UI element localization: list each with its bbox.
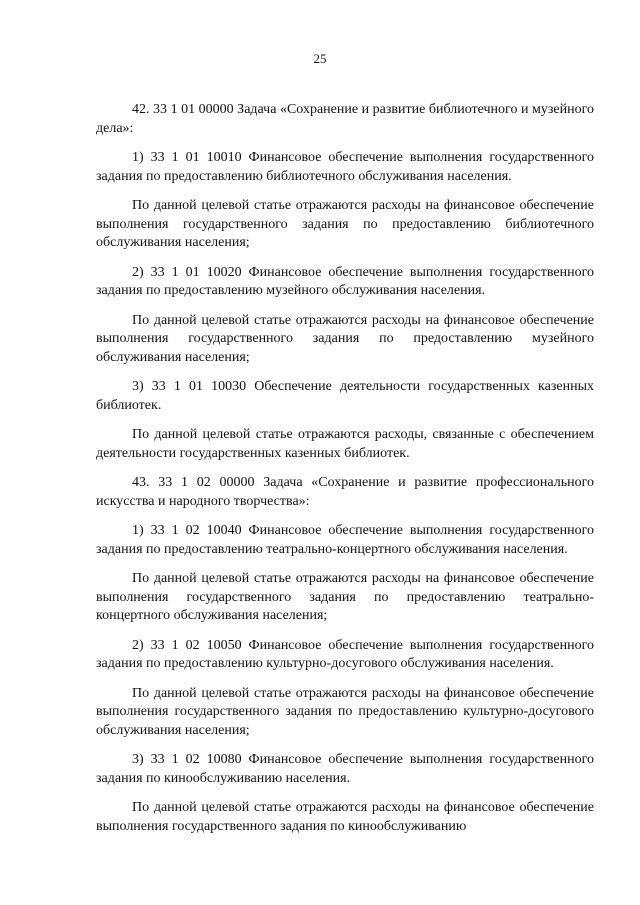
task-heading-43: 43. 33 1 02 00000 Задача «Сохранение и развитие профессионального искусства и народного творчества»:: [96, 475, 594, 509]
page-number: 25: [313, 51, 327, 66]
item-33-1-02-10050: 2) 33 1 02 10050 Финансовое обеспечение выполнения государственного задания по предоставлению культурно-досугового обслуживания населения.: [96, 637, 594, 671]
item-33-1-02-10080: 3) 33 1 02 10080 Финансовое обеспечение выполнения государственного задания по кинообслуживанию населения.: [96, 752, 594, 786]
item-33-1-01-10030: 3) 33 1 01 10030 Обеспечение деятельности государственных казенных библиотек.: [96, 379, 594, 413]
item-description: По данной целевой статье отражаются расходы на финансовое обеспечение выполнения государственного задания по предоставлению музейного обслуживания населения;: [96, 312, 594, 365]
item-description: По данной целевой статье отражаются расходы на финансовое обеспечение выполнения государственного задания по предоставлению библиотечного обслуживания населения;: [96, 198, 594, 250]
item-33-1-01-10020: 2) 33 1 01 10020 Финансовое обеспечение выполнения государственного задания по предоставлению музейного обслуживания населения.: [96, 264, 594, 298]
task-heading-42: 42. 33 1 01 00000 Задача «Сохранение и развитие библиотечного и музейного дела»:: [96, 102, 594, 136]
item-description: По данной целевой статье отражаются расходы на финансовое обеспечение выполнения государственного задания по предоставлению культурно-досугового обслуживания населения;: [96, 685, 594, 738]
item-description: По данной целевой статье отражаются расходы на финансовое обеспечение выполнения государственного задания по кинообслуживанию: [96, 800, 594, 834]
item-33-1-01-10010: 1) 33 1 01 10010 Финансовое обеспечение выполнения государственного задания по предоставлению библиотечного обслуживания населения.: [96, 150, 594, 184]
item-33-1-02-10040: 1) 33 1 02 10040 Финансовое обеспечение выполнения государственного задания по предоставлению театрально-концертного обслуживания населения.: [96, 523, 594, 557]
item-description: По данной целевой статье отражаются расходы, связанные с обеспечением деятельности государственных казенных библиотек.: [96, 427, 594, 461]
item-description: По данной целевой статье отражаются расходы на финансовое обеспечение выполнения государственного задания по предоставлению театрально-концертного обслуживания населения;: [96, 571, 594, 623]
document-body: [96, 101, 594, 836]
